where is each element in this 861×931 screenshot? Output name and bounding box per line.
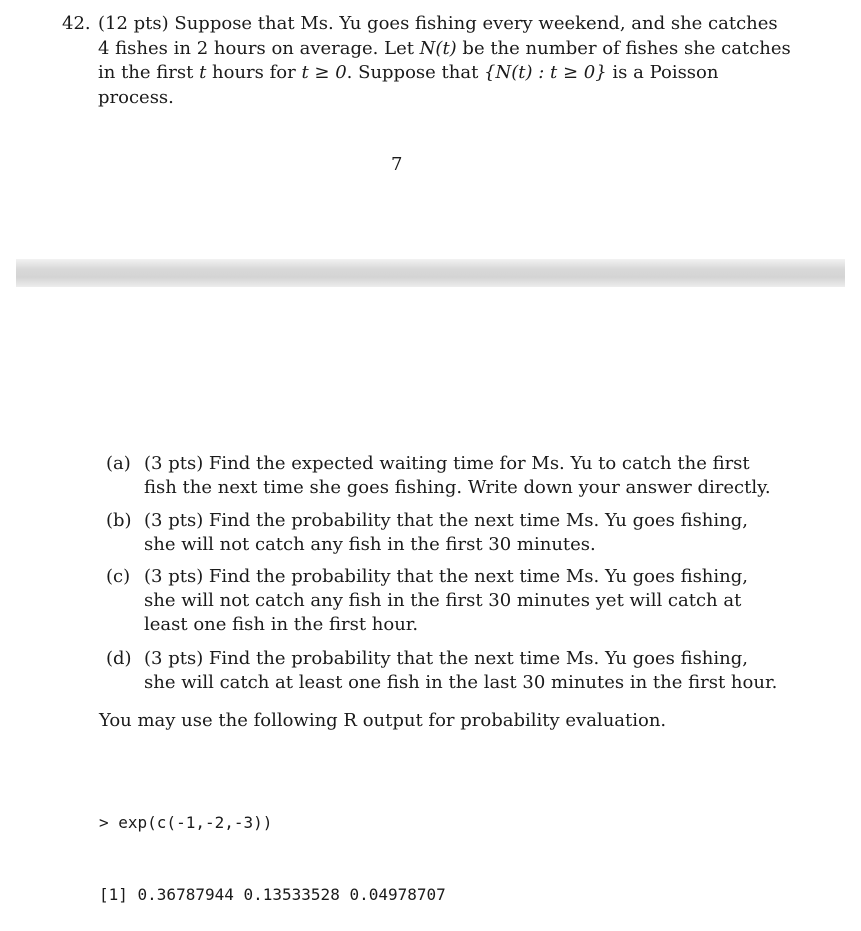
part-c — [106, 565, 754, 637]
problem-line-3: in the first t hours for t ≥ 0. Suppose that {N(t) : t ≥ 0} is a Poisson — [98, 62, 719, 83]
page-separator — [16, 259, 845, 287]
problem-line-2: 4 fishes in 2 hours on average. Let N(t) be the number of fishes she catches — [98, 37, 791, 59]
part-a-line-1: (3 pts) Find the expected waiting time for Ms. Yu to catch the first — [144, 453, 750, 474]
part-d-line-2: she will catch at least one fish in the last 30 minutes in the first hour. — [144, 672, 778, 693]
part-c-label: (c) — [106, 566, 131, 587]
part-c-line-1: (3 pts) Find the probability that the next time Ms. Yu goes fishing, — [144, 566, 748, 587]
problem-statement — [62, 12, 791, 110]
part-d-label: (d) — [106, 648, 132, 669]
part-a-label: (a) — [106, 453, 131, 474]
math-t: t — [199, 62, 207, 83]
part-d-line-1: (3 pts) Find the probability that the next time Ms. Yu goes fishing, — [144, 648, 748, 669]
r-command: > exp(c(-1,-2,-3)) — [99, 813, 273, 832]
part-b-line-2: she will not catch any fish in the first 30 minutes. — [144, 534, 596, 555]
part-b-line-1: (3 pts) Find the probability that the next time Ms. Yu goes fishing, — [144, 510, 748, 531]
r-output-code — [99, 763, 446, 931]
math-process-set: {N(t) : t ≥ 0} — [484, 62, 607, 83]
math-t-condition: t ≥ 0 — [301, 62, 347, 83]
part-b-label: (b) — [106, 510, 132, 531]
part-c-line-3: least one fish in the first hour. — [144, 614, 419, 635]
part-b — [106, 509, 754, 557]
r-output-note: You may use the following R output for probability evaluation. — [99, 710, 667, 731]
problem-line-4: process. — [98, 86, 174, 108]
part-c-line-2: she will not catch any fish in the first 30 minutes yet will catch at — [144, 590, 742, 611]
problem-number: 42. — [62, 13, 91, 34]
part-d — [106, 647, 778, 695]
math-n-of-t: N(t) — [419, 37, 457, 59]
part-a — [106, 452, 771, 500]
part-a-line-2: fish the next time she goes fishing. Write down your answer directly. — [144, 477, 771, 498]
r-result: [1] 0.36787944 0.13533528 0.04978707 — [99, 885, 446, 904]
problem-line-1: 42. (12 pts) Suppose that Ms. Yu goes fishing every weekend, and she catches — [62, 12, 752, 37]
page-number: 7 — [391, 154, 403, 175]
